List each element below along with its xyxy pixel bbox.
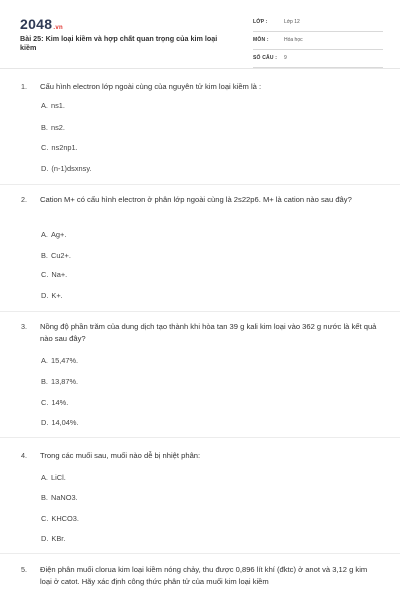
option-letter: C. — [41, 514, 49, 523]
option-b[interactable] — [41, 493, 78, 502]
option-text: 15,47%. — [50, 356, 79, 365]
option-c[interactable] — [41, 398, 68, 407]
header-divider — [0, 68, 400, 69]
question-divider — [0, 437, 400, 438]
option-letter: A. — [41, 473, 48, 482]
option-letter: A. — [41, 230, 48, 239]
option-b[interactable] — [41, 377, 78, 386]
option-letter: C. — [41, 143, 49, 152]
option-letter: B. — [41, 377, 48, 386]
option-text: KBr. — [51, 534, 66, 543]
question-text: Điện phân muối clorua kim loại kiềm nóng chảy, thu được 0,896 lít khí (đktc) ở anot và 3,12 g kim loại ở catot. Hãy xác định công thức phân tử của muối kim loại kiềm — [40, 565, 368, 586]
question-divider — [0, 184, 400, 185]
question-divider — [0, 311, 400, 312]
option-letter: D. — [41, 534, 49, 543]
option-d[interactable] — [41, 291, 63, 300]
option-text: ns2. — [50, 123, 65, 132]
option-d[interactable] — [41, 418, 79, 427]
option-text: K+. — [51, 291, 63, 300]
option-b[interactable] — [41, 251, 71, 260]
worksheet-title: Bài 25: Kim loại kiềm và hợp chất quan trọng của kim loại kiềm — [20, 34, 218, 52]
question-number: 2. — [21, 195, 27, 204]
option-a[interactable] — [41, 230, 66, 239]
option-d[interactable] — [41, 534, 65, 543]
option-text: 13,87%. — [50, 377, 79, 386]
question-number: 4. — [21, 451, 27, 460]
meta-label-question-count: SỐ CÂU : — [253, 55, 278, 61]
question-text: Cấu hình electron lớp ngoài cùng của nguyên tử kim loại kiềm là : — [40, 82, 262, 91]
logo-main-text: 2048 — [20, 16, 53, 32]
question-number: 1. — [21, 82, 27, 91]
option-letter: C. — [41, 398, 49, 407]
option-c[interactable] — [41, 270, 67, 279]
worksheet-meta — [253, 17, 383, 71]
worksheet-header — [0, 0, 400, 70]
option-d[interactable] — [41, 164, 92, 173]
meta-value-question-count: 9 — [284, 55, 287, 61]
option-letter: C. — [41, 270, 49, 279]
option-a[interactable] — [41, 473, 66, 482]
option-text: 14%. — [51, 398, 69, 407]
meta-row-subject — [253, 35, 383, 50]
option-text: (n-1)dsxnsy. — [51, 164, 92, 173]
option-text: Ag+. — [50, 230, 67, 239]
option-text: 14,04%. — [51, 418, 79, 427]
question-number: 3. — [21, 322, 27, 331]
question-divider — [0, 553, 400, 554]
option-letter: D. — [41, 164, 49, 173]
option-text: NaNO3. — [50, 493, 78, 502]
question-number: 5. — [21, 565, 27, 574]
site-logo[interactable] — [20, 16, 63, 32]
option-b[interactable] — [41, 123, 65, 132]
meta-label-subject: MÔN : — [253, 37, 269, 43]
option-a[interactable] — [41, 101, 65, 110]
option-c[interactable] — [41, 514, 79, 523]
option-text: LiCl. — [50, 473, 66, 482]
option-letter: B. — [41, 251, 48, 260]
question-text: Nồng độ phần trăm của dung dịch tạo thành khi hòa tan 39 g kali kim loại vào 362 g nước là kết quả nào sau đây? — [40, 322, 377, 343]
question-text: Cation M+ có cấu hình electron ở phân lớp ngoài cùng là 2s22p6. M+ là cation nào sau đây? — [40, 195, 352, 204]
option-letter: B. — [41, 493, 48, 502]
option-letter: B. — [41, 123, 48, 132]
option-letter: A. — [41, 101, 48, 110]
option-letter: D. — [41, 291, 49, 300]
meta-row-class — [253, 17, 383, 32]
option-letter: A. — [41, 356, 48, 365]
question-text: Trong các muối sau, muối nào dễ bị nhiệt phân: — [40, 451, 201, 460]
option-text: ns1. — [50, 101, 65, 110]
logo-domain-text: .vn — [53, 25, 63, 31]
option-c[interactable] — [41, 143, 78, 152]
option-text: KHCO3. — [51, 514, 79, 523]
option-text: Cu2+. — [50, 251, 71, 260]
option-text: ns2np1. — [51, 143, 78, 152]
meta-value-class: Lớp 12 — [284, 19, 300, 25]
option-letter: D. — [41, 418, 49, 427]
meta-row-question-count — [253, 53, 383, 68]
meta-label-class: LỚP : — [253, 19, 268, 25]
option-text: Na+. — [51, 270, 68, 279]
meta-value-subject: Hóa học — [284, 37, 303, 43]
option-a[interactable] — [41, 356, 78, 365]
